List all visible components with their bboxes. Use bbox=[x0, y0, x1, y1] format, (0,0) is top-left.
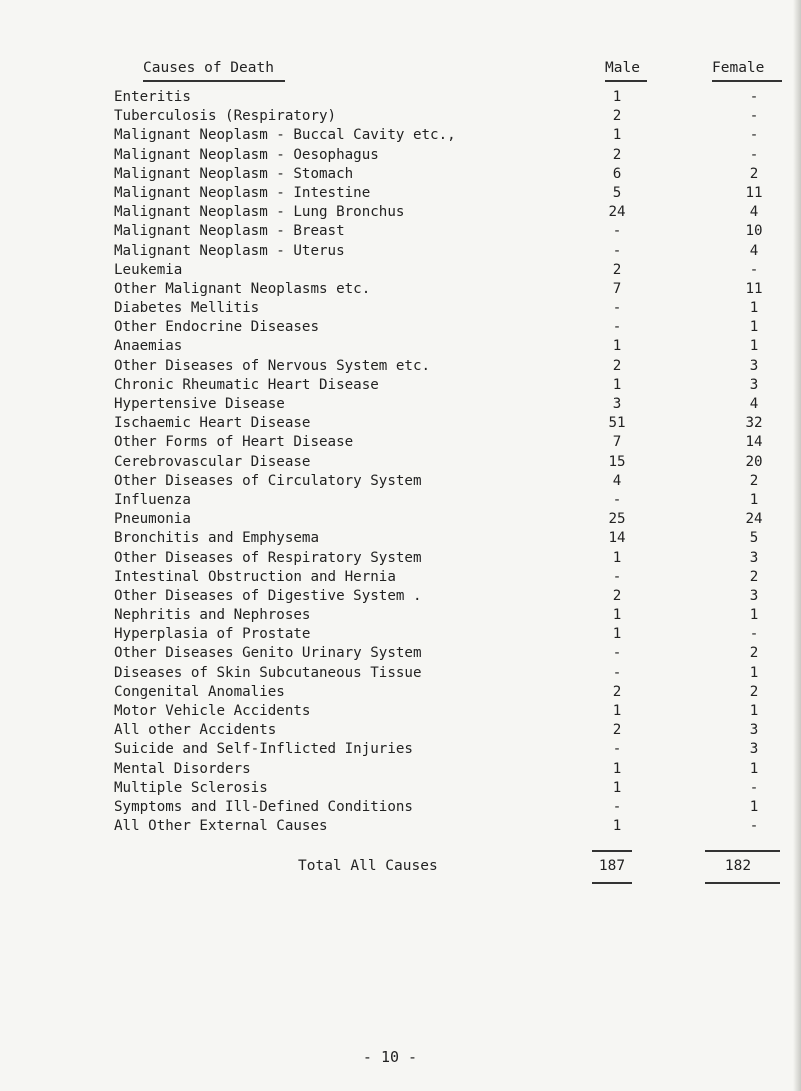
header-male-underline bbox=[605, 80, 647, 82]
row-cause: Chronic Rheumatic Heart Disease bbox=[114, 376, 379, 393]
row-male: 15 bbox=[608, 453, 626, 470]
row-male: 24 bbox=[608, 204, 626, 221]
row-male: - bbox=[612, 242, 622, 259]
row-male: 1 bbox=[612, 779, 622, 796]
row-female: 1 bbox=[749, 607, 759, 624]
row-female: - bbox=[749, 127, 759, 144]
row-male: 5 bbox=[612, 184, 622, 201]
row-cause: Other Malignant Neoplasms etc. bbox=[114, 280, 371, 297]
table-row bbox=[114, 453, 774, 472]
female-total-rule-top bbox=[705, 850, 780, 852]
table-row bbox=[114, 107, 774, 126]
row-cause: Congenital Anomalies bbox=[114, 683, 285, 700]
row-male: - bbox=[612, 664, 622, 681]
row-female: 2 bbox=[749, 645, 759, 662]
table-row bbox=[114, 203, 774, 222]
table-row bbox=[114, 261, 774, 280]
row-male: 1 bbox=[612, 376, 622, 393]
table-row bbox=[114, 146, 774, 165]
row-female: - bbox=[749, 146, 759, 163]
row-female: - bbox=[749, 818, 759, 835]
header-female-underline bbox=[712, 80, 782, 82]
row-female: 4 bbox=[749, 204, 759, 221]
row-female: 3 bbox=[749, 741, 759, 758]
row-male: 4 bbox=[612, 472, 622, 489]
table-row bbox=[114, 88, 774, 107]
total-male: 187 bbox=[598, 858, 626, 874]
row-male: 2 bbox=[612, 683, 622, 700]
row-cause: All Other External Causes bbox=[114, 818, 328, 835]
table-row bbox=[114, 625, 774, 644]
row-female: - bbox=[749, 108, 759, 125]
row-female: 32 bbox=[745, 415, 763, 432]
row-male: 2 bbox=[612, 146, 622, 163]
row-male: 1 bbox=[612, 607, 622, 624]
row-cause: Ischaemic Heart Disease bbox=[114, 415, 311, 432]
table-row bbox=[114, 606, 774, 625]
row-male: - bbox=[612, 223, 622, 240]
row-female: 4 bbox=[749, 396, 759, 412]
table-row bbox=[114, 779, 774, 798]
row-cause: Cerebrovascular Disease bbox=[114, 453, 311, 470]
row-female: 1 bbox=[749, 491, 759, 508]
row-female: 1 bbox=[749, 319, 759, 336]
row-female: - bbox=[749, 779, 759, 796]
header-female: Female bbox=[712, 60, 765, 76]
row-cause: All other Accidents bbox=[114, 722, 277, 739]
row-cause: Leukemia bbox=[114, 261, 183, 278]
row-cause: Diabetes Mellitis bbox=[114, 300, 260, 317]
row-cause: Intestinal Obstruction and Hernia bbox=[114, 568, 396, 585]
table-row bbox=[114, 242, 774, 261]
header-causes-underline bbox=[143, 80, 285, 82]
row-female: 20 bbox=[745, 453, 763, 470]
table-row bbox=[114, 644, 774, 663]
row-male: 1 bbox=[612, 760, 622, 777]
row-cause: Tuberculosis (Respiratory) bbox=[114, 108, 337, 125]
row-male: 2 bbox=[612, 108, 622, 125]
row-female: 3 bbox=[749, 549, 759, 566]
table-row bbox=[114, 318, 774, 337]
row-male: 14 bbox=[608, 530, 626, 547]
row-male: - bbox=[612, 645, 622, 662]
row-female: 3 bbox=[749, 587, 759, 604]
row-cause: Malignant Neoplasm - Intestine bbox=[114, 184, 371, 201]
male-total-rule-bottom bbox=[592, 882, 632, 884]
row-cause: Nephritis and Nephroses bbox=[114, 607, 311, 624]
row-male: - bbox=[612, 300, 622, 317]
row-female: - bbox=[749, 89, 759, 105]
row-female: 1 bbox=[749, 338, 759, 355]
header-causes: Causes of Death bbox=[143, 60, 274, 76]
row-female: 2 bbox=[749, 472, 759, 489]
row-female: 1 bbox=[749, 760, 759, 777]
table-row bbox=[114, 280, 774, 299]
row-female: - bbox=[749, 261, 759, 278]
row-cause: Other Diseases of Respiratory System bbox=[114, 549, 422, 566]
table-row bbox=[114, 798, 774, 817]
row-cause: Pneumonia bbox=[114, 511, 191, 528]
total-female: 182 bbox=[724, 858, 752, 874]
row-cause: Motor Vehicle Accidents bbox=[114, 703, 311, 719]
table-row bbox=[114, 165, 774, 184]
row-cause: Other Diseases of Digestive System . bbox=[114, 587, 422, 604]
row-male: - bbox=[612, 798, 622, 815]
male-total-rule-top bbox=[592, 850, 632, 852]
row-female: 5 bbox=[749, 530, 759, 547]
row-female: 11 bbox=[745, 184, 763, 201]
row-cause: Influenza bbox=[114, 491, 191, 508]
table-row bbox=[114, 549, 774, 568]
row-cause: Diseases of Skin Subcutaneous Tissue bbox=[114, 664, 422, 681]
row-female: 2 bbox=[749, 568, 759, 585]
row-female: 24 bbox=[745, 511, 763, 528]
table-row bbox=[114, 491, 774, 510]
row-male: 7 bbox=[612, 280, 622, 297]
row-male: - bbox=[612, 491, 622, 508]
table-row bbox=[114, 299, 774, 318]
row-cause: Anaemias bbox=[114, 338, 183, 355]
row-cause: Malignant Neoplasm - Stomach bbox=[114, 165, 354, 182]
table-row bbox=[114, 568, 774, 587]
row-male: 1 bbox=[612, 89, 622, 105]
table-row bbox=[114, 222, 774, 241]
row-male: 1 bbox=[612, 127, 622, 144]
row-female: 2 bbox=[749, 683, 759, 700]
table-row bbox=[114, 664, 774, 683]
row-cause: Malignant Neoplasm - Breast bbox=[114, 223, 345, 240]
row-female: 3 bbox=[749, 376, 759, 393]
header-male: Male bbox=[605, 60, 640, 76]
row-cause: Other Forms of Heart Disease bbox=[114, 434, 354, 451]
row-female: 11 bbox=[745, 280, 763, 297]
row-cause: Malignant Neoplasm - Buccal Cavity etc., bbox=[114, 127, 456, 144]
total-label: Total All Causes bbox=[298, 858, 438, 874]
row-male: 1 bbox=[612, 703, 622, 719]
row-male: 2 bbox=[612, 261, 622, 278]
table-row bbox=[114, 337, 774, 356]
page-number: - 10 - bbox=[362, 1048, 418, 1066]
row-male: 2 bbox=[612, 587, 622, 604]
row-female: 1 bbox=[749, 300, 759, 317]
row-male: 2 bbox=[612, 357, 622, 374]
table-row bbox=[114, 357, 774, 376]
row-female: 1 bbox=[749, 664, 759, 681]
table-row bbox=[114, 376, 774, 395]
row-male: 25 bbox=[608, 511, 626, 528]
table-row bbox=[114, 740, 774, 759]
row-male: 3 bbox=[612, 396, 622, 412]
row-cause: Hypertensive Disease bbox=[114, 396, 285, 412]
table-row bbox=[114, 184, 774, 203]
row-female: 1 bbox=[749, 798, 759, 815]
row-male: 1 bbox=[612, 549, 622, 566]
row-cause: Other Endocrine Diseases bbox=[114, 319, 319, 336]
table-row bbox=[114, 395, 774, 414]
row-male: 1 bbox=[612, 626, 622, 643]
table-row bbox=[114, 721, 774, 740]
table-row bbox=[114, 529, 774, 548]
row-female: 4 bbox=[749, 242, 759, 259]
row-cause: Enteritis bbox=[114, 89, 191, 105]
row-male: 7 bbox=[612, 434, 622, 451]
row-cause: Symptoms and Ill-Defined Conditions bbox=[114, 798, 413, 815]
table-row bbox=[114, 760, 774, 779]
row-female: 1 bbox=[749, 703, 759, 719]
row-cause: Other Diseases of Nervous System etc. bbox=[114, 357, 431, 374]
row-female: - bbox=[749, 626, 759, 643]
table-row bbox=[114, 472, 774, 491]
row-cause: Malignant Neoplasm - Oesophagus bbox=[114, 146, 379, 163]
row-male: 6 bbox=[612, 165, 622, 182]
row-female: 2 bbox=[749, 165, 759, 182]
row-male: - bbox=[612, 319, 622, 336]
row-cause: Bronchitis and Emphysema bbox=[114, 530, 319, 547]
table-row bbox=[114, 587, 774, 606]
row-female: 10 bbox=[745, 223, 763, 240]
causes-table bbox=[114, 88, 774, 836]
row-cause: Other Diseases Genito Urinary System bbox=[114, 645, 422, 662]
row-cause: Suicide and Self-Inflicted Injuries bbox=[114, 741, 413, 758]
row-female: 3 bbox=[749, 722, 759, 739]
row-male: 51 bbox=[608, 415, 626, 432]
table-row bbox=[114, 510, 774, 529]
row-cause: Mental Disorders bbox=[114, 760, 251, 777]
row-male: 2 bbox=[612, 722, 622, 739]
row-cause: Multiple Sclerosis bbox=[114, 779, 268, 796]
row-cause: Malignant Neoplasm - Lung Bronchus bbox=[114, 204, 405, 221]
female-total-rule-bottom bbox=[705, 882, 780, 884]
row-male: - bbox=[612, 741, 622, 758]
table-row bbox=[114, 433, 774, 452]
row-male: 1 bbox=[612, 338, 622, 355]
table-row bbox=[114, 414, 774, 433]
row-male: - bbox=[612, 568, 622, 585]
row-female: 3 bbox=[749, 357, 759, 374]
page-edge-shadow bbox=[793, 0, 801, 1091]
row-female: 14 bbox=[745, 434, 763, 451]
row-male: 1 bbox=[612, 818, 622, 835]
table-row bbox=[114, 683, 774, 702]
table-row bbox=[114, 817, 774, 836]
row-cause: Malignant Neoplasm - Uterus bbox=[114, 242, 345, 259]
row-cause: Other Diseases of Circulatory System bbox=[114, 472, 422, 489]
row-cause: Hyperplasia of Prostate bbox=[114, 626, 311, 643]
table-row bbox=[114, 702, 774, 721]
table-row bbox=[114, 126, 774, 145]
